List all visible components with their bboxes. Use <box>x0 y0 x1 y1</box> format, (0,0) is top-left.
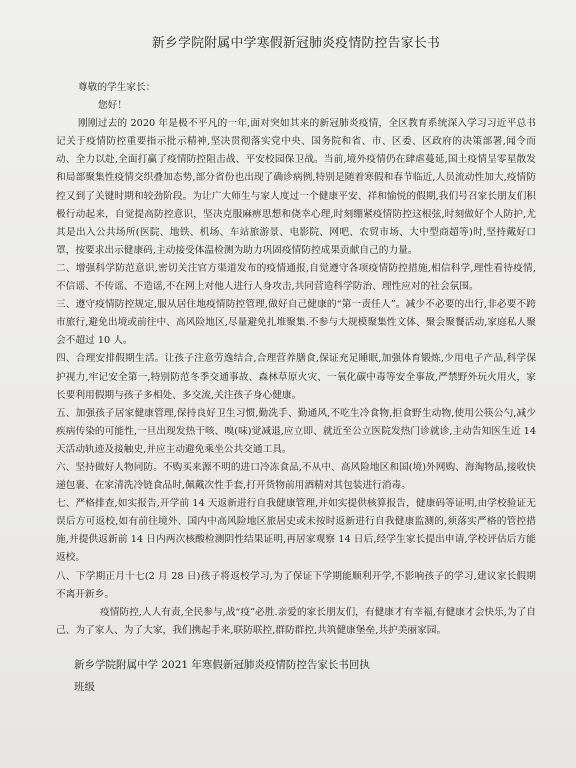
greeting: 您好！ <box>98 100 128 112</box>
section-3-paragraph: 三、遵守疫情防控规定,服从居住地疫情防控管理,做好自己健康的“第一责任人”。减少不必要的出行,非必要不跨市旅行,避免出境或前往中、高风险地区,尽量避免扎堆聚集.不参与大规模聚集性文体、聚会聚餐活动,家庭私人聚会不超过 10 人。 <box>56 299 536 347</box>
section-7-paragraph: 七、严格排查,如实报告,开学前 14 天返新进行自我健康管理,并如实提供核算报告，健康码等证明,由学校验证无误后方可返校,如有前往境外、国内中高风险地区旅居史或未按时返新进行自我健康监测的,须落实严格的管控措施,并提供返新前 14 日内两次核酸检测阴性结果证明,再居家观察 14 日后,经学生家长提出申请,学校评估后方能返校。 <box>56 498 536 564</box>
salutation: 尊敬的学生家长： <box>78 82 156 93</box>
section-5-paragraph: 五、加强孩子居家健康管理,保持良好卫生习惯,勤洗手、勤通风,不吃生冷食物,拒食野生动物,使用公筷公勺,减少疾病传染的可能性,一旦出现发热干咳、嗅(味)觉减退,应立即、就近至公立医院发热门诊就诊,主动告知医生近 14 天活动轨迹及接触史,并应主动避免乘坐公共交通工具。 <box>56 407 536 455</box>
receipt-class-label: 班级 <box>74 680 95 693</box>
receipt-title: 新乡学院附属中学 2021 年寒假新冠肺炎疫情防控告家长书回执 <box>74 658 370 671</box>
section-2-paragraph: 二、增强科学防范意识,密切关注官方渠道发布的疫情通报,自觉遵守各项疫情防控措施,相信科学,理性看待疫情,不信谣、不传谣、不造谣,不在网上对他人进行人身攻击,共同营造科学防治、理性应对的社会氛围。 <box>56 262 536 293</box>
section-8-paragraph: 八、下学期正月十七(2 月 28 日)孩子将返校学习,为了保证下学期能顺利开学,不影响孩子的学习,建议家长假期不离开新乡。 <box>56 570 536 600</box>
section-6-paragraph: 六、坚持做好人物同防。不购买来源不明的进口冷冻食品,不从中、高风险地区和国(境)外网购、海淘物品,接收快递包裹、在家清洗冷链食品时,佩戴次性手套,打开货物前用酒精对其包装进行消毒。 <box>56 461 536 492</box>
intro-paragraph: 刚刚过去的 2020 年是极不平凡的一年,面对突如其来的新冠肺炎疫情，全区教育系统深入学习习近平总书记关于疫情防控重要指示批示精神,坚决贯彻落实党中央、国务院和省、市、区委、区政府的决策部署,闻令而动、全力以赴,全面打赢了疫情防控阻击战、平安校园保卫战。当前,境外疫情仍在肆虐蔓延,国土疫情呈零星散发和局部聚集性疫情交织叠加态势,部分省份也出现了确诊病例,特别是随着寒假和春节临近,人员流动性加大,疫情防控又到了关键时期和较劲阶段。为让广大师生与家人度过一个健康平安、祥和愉悦的假期,我们号召家长朋友们积极行动起来，自觉提高防控意识，坚决克服麻痹思想和侥幸心理,时刻绷紧疫情防控这根弦,时刻做好个人防护,尤其是出入公共场所(医院、地铁、机场、车站旅游景、电影院、网吧、农贸市场、大中型商超等)时,坚持戴好口罩，按要求出示健康码,主动接受体温检测为助力巩固疫情防控成果贡献自己的力量。 <box>56 118 536 256</box>
section-4-paragraph: 四、合理安排假期生活。让孩子注意劳逸结合,合理营养膳食,保证充足睡眠,加强体育锻炼,少用电子产品,科学保护视力,牢记安全第一,特别防范冬季交通事故、森林草原火灾、一氧化碳中毒等安全事故,严禁野外玩火用火，家长要利用假期与孩子多相处、多交流,关注孩子身心健康。 <box>56 353 536 401</box>
receipt-section <box>56 654 536 698</box>
closing-paragraph: 疫情防控,人人有责,全民参与,战“疫”必胜.亲爱的家长朋友们，有健康才有幸福,有健康才会快乐,为了自己、为了家人、为了大家，我们携起手来,联防联控,群防群控,共筑健康堡垒,共护美丽家园。 <box>56 606 536 636</box>
document-title: 新乡学院附属中学寒假新冠肺炎疫情防控告家长书 <box>151 36 441 51</box>
